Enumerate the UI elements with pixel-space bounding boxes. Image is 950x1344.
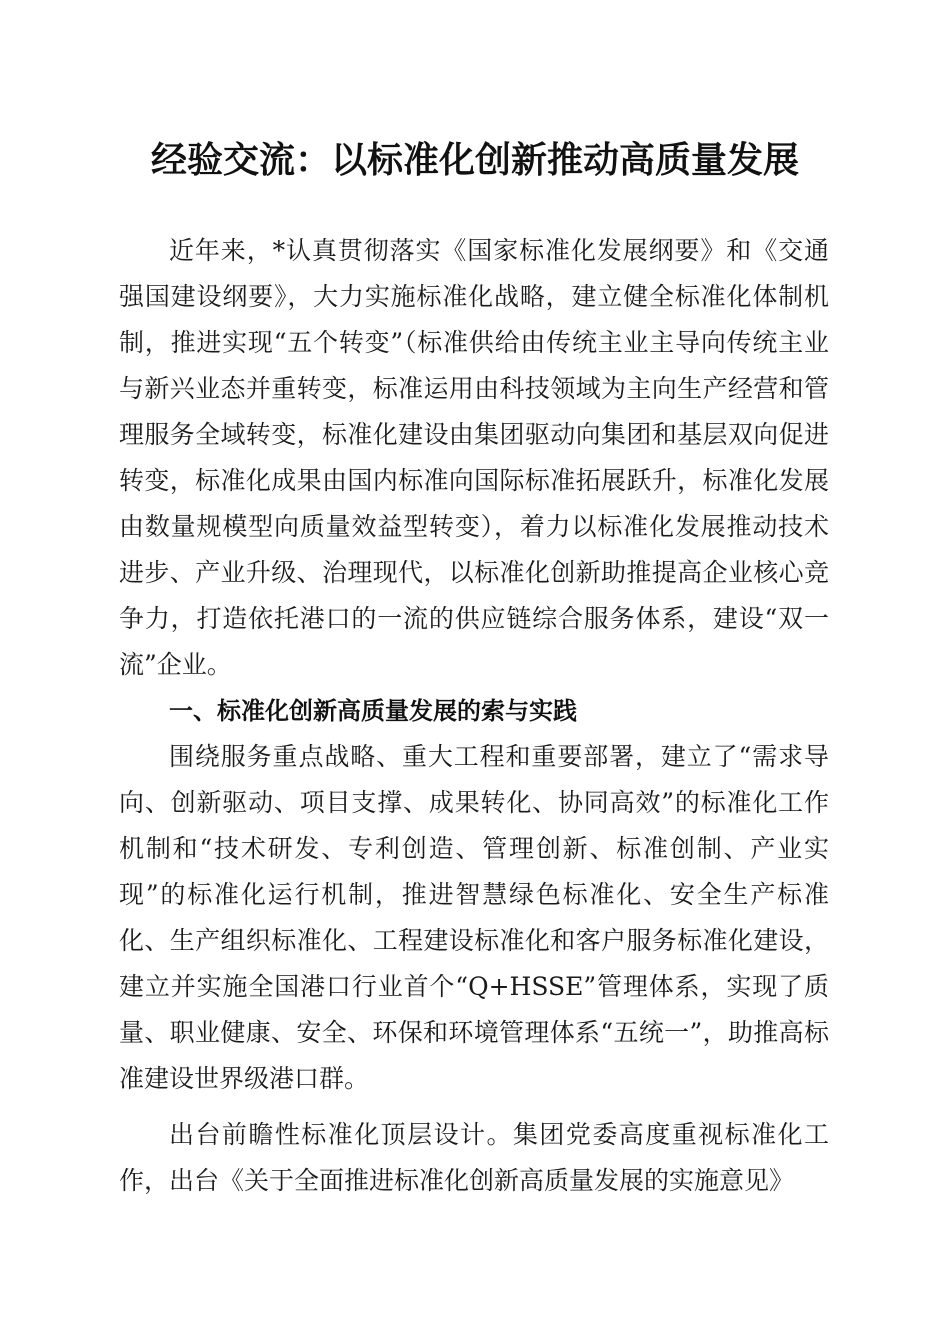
paragraph-top-design: 出台前瞻性标准化顶层设计。集团党委高度重视标准化工作，出台《关于全面推进标准化创新高质量发展的实施意见》 (119, 1120, 829, 1195)
paragraph-intro: 近年来，*认真贯彻落实《国家标准化发展纲要》和《交通强国建设纲要》，大力实施标准化战略，建立健全标准化体制机制，推进实现“五个转变”（标准供给由传统主业主导向传统主业与新兴业态并重转变，标准运用由科技领域为主向生产经营和管理服务全域转变，标准化建设由集团驱动向集团和基层双向促进转变，标准化成果由国内标准向国际标准拓展跃升，标准化发展由数量规模型向质量效益型转变），着力以标准化发展推动技术进步、产业升级、治理现代，以标准化创新助推提高企业核心竞争力，打造依托港口的一流的供应链综合服务体系，建设“双一流”企业。 (119, 236, 829, 679)
section-heading-1: 一、标准化创新高质量发展的索与实践 (169, 697, 577, 725)
document-title: 经验交流：以标准化创新推动高质量发展 (150, 139, 799, 181)
paragraph-mechanism: 围绕服务重点战略、重大工程和重要部署，建立了“需求导向、创新驱动、项目支撑、成果转化、协同高效”的标准化工作机制和“技术研发、专利创造、管理创新、标准创制、产业实现”的标准化运行机制，推进智慧绿色标准化、安全生产标准化、生产组织标准化、工程建设标准化和客户服务标准化建设，建立并实施全国港口行业首个“Q+HSSE”管理体系，实现了质量、职业健康、安全、环保和环境管理体系“五统一”，助推高标准建设世界级港口群。 (119, 742, 829, 1093)
document-body (119, 228, 829, 1204)
